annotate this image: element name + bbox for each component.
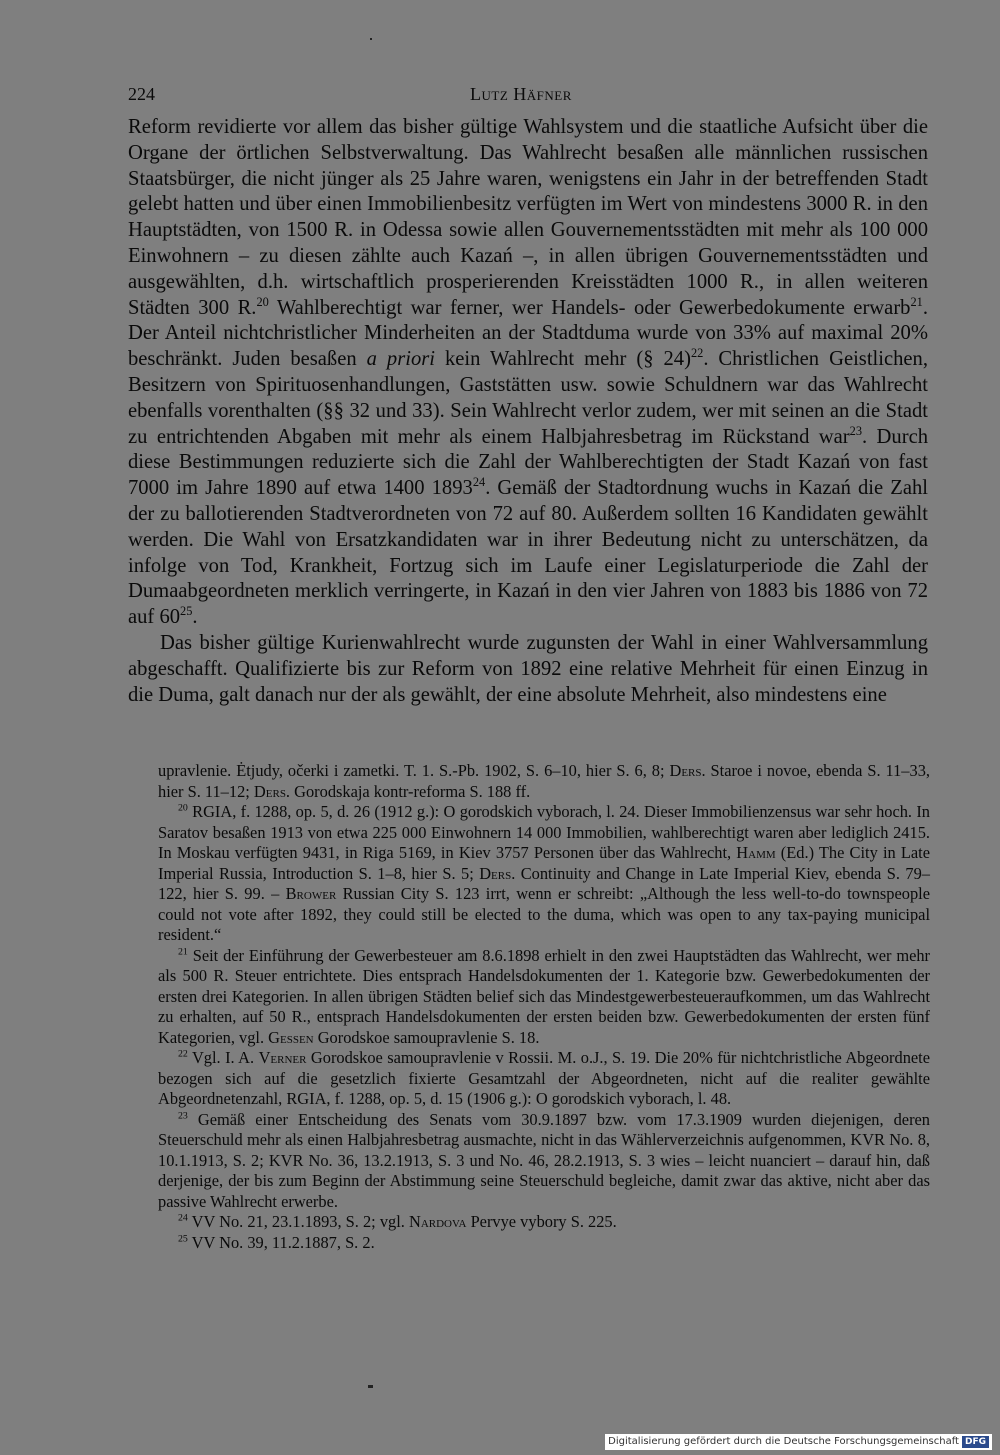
footnote-ref-25[interactable]: 25 <box>180 604 193 619</box>
page-number: 224 <box>128 84 155 104</box>
text-segment: . Der Anteil nichtchristlicher Minderheiten an der Stadtduma wurde von 33% auf maximal 20% beschränkt. Juden besaßen <box>128 296 928 371</box>
footnotes <box>158 761 930 1253</box>
footnote-ref-21[interactable]: 21 <box>910 294 923 309</box>
text-segment: Gemäß einer Entscheidung des Senats vom 30.9.1897 bzw. vom 17.3.1909 wurden diejenigen, deren Steuerschuld mehr als einen Halbjahresbetrag ausmachte, nicht in das Wählerverzeichnis aufgenommen, KVR No. 8, 10.1.1913, S. 2; KVR No. 36, 13.2.1913, S. 3 und No. 46, 28.2.1913, S. 3 wies – leicht nuanciert – darauf hin, daß derjenige, der bis zum Beginn der Abstimmung seine Steuerschuld begleiche, damit zwar das aktive, nicht aber das passive Wahlrecht erwerbe. <box>158 1109 930 1211</box>
text-segment: Gorodskoe samoupravlenie S. 18. <box>313 1027 540 1047</box>
text-segment: kein Wahlrecht mehr (§ 24) <box>434 348 691 371</box>
text-segment: upravlenie. Ėtjudy, očerki i zametki. T. 1. S.-Pb. 1902, S. 6–10, hier S. 6, 8; <box>158 761 670 780</box>
text-segment: . <box>192 606 198 629</box>
text-segment: Gorodskaja kontr-reforma S. 188 ff. <box>290 781 531 801</box>
text-segment: Pervye vybory S. 225. <box>466 1212 617 1231</box>
text-segment: VV No. 39, 11.2.1887, S. 2. <box>187 1232 375 1252</box>
text-segment: RGIA, f. 1288, op. 5, d. 26 (1912 g.): O gorodskich vyborach, l. 24. Dieser Immobilienzensus war sehr hoch. In Saratov besaßen 1913 von etwa 225 000 Einwohnern 14 000 Immobilien, wahlberechtigt waren aber lediglich 2415. In Moskau verfügten 9431, in Riga 5169, in Kiev 3757 Personen über das Wahlrecht, <box>158 802 930 862</box>
footnote-ref-24[interactable]: 24 <box>472 475 486 490</box>
text-segment: . Durch diese Bestimmungen reduzierte sich die Zahl der Wahlberechtigten der Stadt Kazań von fast 7000 im Jahre 1890 auf etwa 1400 1893 <box>128 425 929 500</box>
running-header <box>128 84 928 114</box>
text-segment: Wahlberechtigt war ferner, wer Handels- oder Gewerbedokumente erwarb <box>268 296 911 319</box>
text-segment: Continuity and Change in Late Imperial Kiev, ebenda S. 79–122, hier S. 99. – <box>158 863 930 903</box>
footnote-number: 24 <box>178 1212 188 1224</box>
author-name: Ders. <box>669 761 706 780</box>
footer-text: Digitalisierung gefördert durch die Deutsche Forschungsgemeinschaft <box>608 1436 959 1447</box>
footnote-number: 22 <box>178 1048 188 1060</box>
running-head-author: Lutz Häfner <box>470 84 572 104</box>
footnote-number: 25 <box>178 1233 188 1245</box>
footnote-22 <box>158 1048 930 1110</box>
author-name: Brower <box>285 884 337 903</box>
footnote-ref-23[interactable]: 23 <box>849 423 863 438</box>
footnote-21 <box>158 946 930 1049</box>
footnote-ref-20[interactable]: 20 <box>256 294 269 309</box>
text-segment: Vgl. I. A. <box>187 1048 259 1067</box>
footnote-24 <box>158 1212 930 1233</box>
digitization-footer <box>605 1434 992 1450</box>
author-name: Verner <box>258 1048 307 1067</box>
text-segment: . Gemäß der Stadtordnung wuchs in Kazań die Zahl der zu ballotierenden Stadtverordneten von 72 auf 80. Außerdem sollten 16 Kandidaten gewählt werden. Die Wahl von Ersatzkandidaten war in ihrer Bedeutung nicht zu unterschätzen, da infolge von Tod, Krankheit, Fortzug sich im Laufe einer Legislaturperiode die Zahl der Dumaabgeordneten merklich verringerte, in Kazań in den vier Jahren von 1883 bis 1886 von 72 auf 60 <box>128 477 929 629</box>
text-segment: VV No. 21, 23.1.1893, S. 2; vgl. <box>187 1212 409 1231</box>
dfg-logo-icon: DFG <box>962 1436 989 1448</box>
italic-phrase: a priori <box>366 348 435 371</box>
paragraph-1 <box>128 115 928 631</box>
text-segment: Staroe i novoe, ebenda S. 11–33, hier S. 11–12; <box>158 761 930 801</box>
text-segment: . Christlichen Geistlichen, Besitzern von Spirituosenhandlungen, Gaststätten usw. sowie Schuldnern war das Wahlrecht ebenfalls vorenthalten (§§ 32 und 33). Sein Wahlrecht verlor zudem, wer mit seinen an die Stadt zu entrichtenden Abgaben mit mehr als einem Halbjahresbetrag im Rückstand war <box>128 348 929 448</box>
footnote-23 <box>158 1110 930 1213</box>
text-segment: Reform revidierte vor allem das bisher gültige Wahlsystem und die staatliche Aufsicht über die Organe der örtlichen Selbstverwaltung. Das Wahlrecht besaßen alle männlichen russischen Staatsbürger, die nicht jünger als 25 Jahre waren, wenigstens ein Jahr in der betreffenden Stadt gelebt hatten und über einen Immobilienbesitz verfügten im Wert von mindestens 3000 R. in den Hauptstädten, von 1500 R. in Odessa sowie allen Gouvernementsstädten mit mehr als 100 000 Einwohnern – zu diesen zählte auch Kazań –, in allen übrigen Gouvernementsstädten und ausgewählten, d.h. wirtschaftlich prosperierenden Kreisstädten 1000 R., in allen weiteren Städten 300 R. <box>128 116 928 319</box>
main-text <box>128 115 928 708</box>
author-name: Hamm <box>736 843 776 862</box>
paragraph-2: Das bisher gültige Kurienwahlrecht wurde zugunsten der Wahl in einer Wahlversammlung abgeschafft. Qualifizierte bis zur Reform von 1892 eine relative Mehrheit für einen Einzug in die Duma, galt danach nur der als gewählt, der eine absolute Mehrheit, also mindestens eine <box>128 631 928 706</box>
author-name: Ders. <box>253 781 291 801</box>
footnote-ref-22[interactable]: 22 <box>690 346 704 361</box>
scan-speck <box>368 1385 373 1388</box>
footnote-number: 20 <box>178 802 188 814</box>
author-name: Ders. <box>479 863 516 883</box>
text-segment: Russian City S. 123 irrt, wenn er schreibt: „Although the less well-to-do townspeople could not vote after 1892, they could still be elected to the duma, which was open to any tax-paying municipal resident.“ <box>158 884 930 944</box>
footnote-number: 21 <box>178 946 188 958</box>
text-segment: Gorodskoe samoupravlenie v Rossii. M. o.J., S. 19. Die 20% für nichtchristliche Abgeordnete bezogen sich auf die gesetzlich fixierte Gesamtzahl der Abgeordneten, nicht auf die realiter gewählte Abgeordnetenzahl, RGIA, f. 1288, op. 5, d. 15 (1906 g.): O gorodskich vyborach, l. 48. <box>158 1048 930 1108</box>
scan-speck <box>370 38 372 40</box>
author-name: Nardova <box>408 1212 467 1231</box>
footnote-20 <box>158 802 930 946</box>
text-segment: (Ed.) The City in Late Imperial Russia, Introduction S. 1–8, hier S. 5; <box>158 843 930 883</box>
footnote-25 <box>158 1233 930 1254</box>
text-segment: Seit der Einführung der Gewerbesteuer am 8.6.1898 erhielt in den zwei Hauptstädten das Wahlrecht, wer mehr als 500 R. Steuer entrichtete. Dies entsprach Handelsdokumenten der 1. Kategorie bzw. Gewerbedokumenten der ersten drei Kategorien. In allen übrigen Städten belief sich das Mindestgewerbesteueraufkommen, um das Wahlrecht zu erhalten, auf 50 R., entsprach Handelsdokumenten der ersten beiden bzw. Gewerbedokumenten der ersten fünf Kategorien, vgl. <box>158 945 930 1047</box>
author-name: Gessen <box>268 1027 314 1047</box>
footnote-continuation <box>158 761 930 802</box>
footnote-number: 23 <box>178 1110 188 1122</box>
